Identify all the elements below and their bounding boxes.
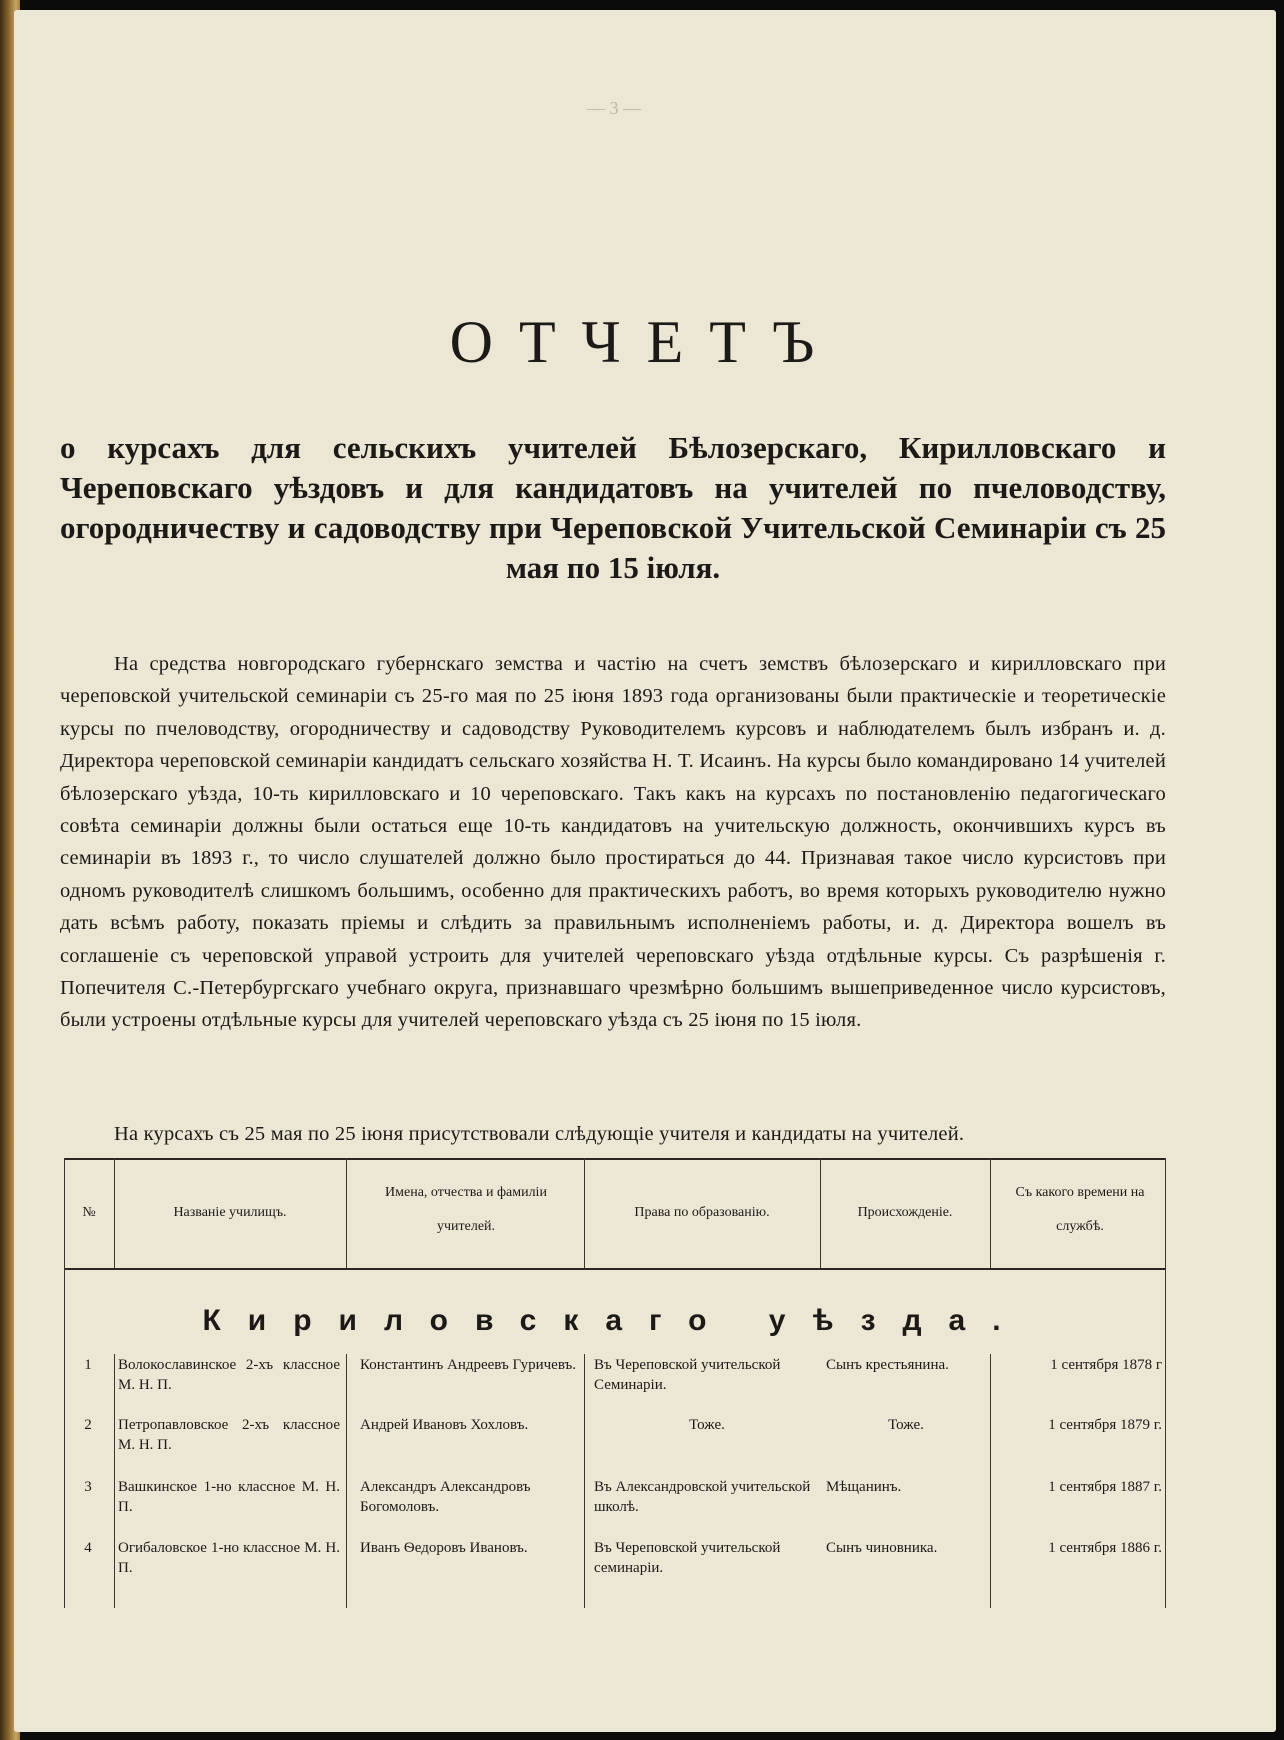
row-3-name: Александръ Александровъ Богомоловъ.: [360, 1479, 531, 1515]
table-header-rule: [64, 1268, 1166, 1270]
col-divider: [114, 1354, 115, 1608]
row-4-origin: Сынъ чиновника.: [826, 1540, 938, 1556]
row-2-education: Тоже.: [689, 1417, 725, 1433]
col-divider: [346, 1354, 347, 1608]
row-2-name: Андрей Ивановъ Хохловъ.: [360, 1417, 529, 1433]
row-2-since: 1 сентября 1879 г.: [1048, 1417, 1162, 1433]
header-school: Названіе училищъ.: [173, 1205, 287, 1220]
header-origin: Происхожденіе.: [857, 1205, 953, 1220]
row-1-school: Волокославинское 2-хъ классное М. Н. П.: [118, 1357, 340, 1393]
col-divider: [346, 1158, 347, 1268]
row-4-since: 1 сентября 1886 г.: [1048, 1540, 1162, 1556]
row-3-since: 1 сентября 1887 г.: [1048, 1479, 1162, 1495]
row-1-origin: Сынъ крестьянина.: [826, 1357, 949, 1373]
teachers-table: [64, 1158, 1166, 1608]
row-1-name: Константинъ Андреевъ Гуричевъ.: [360, 1357, 577, 1373]
row-1-since: 1 сентября 1878 г: [1050, 1357, 1162, 1373]
col-divider: [990, 1158, 991, 1268]
scanned-page: [14, 10, 1276, 1732]
intro-paragraph: На средства новгородскаго губернскаго земства и частію на счетъ земствъ бѣлозерскаго и кирилловскаго при череповской учительской семинаріи съ 25-го мая по 25 іюня 1893 года организованы были практическіе и теоретическіе курсы по пчеловодству, огородничеству и садоводству Руководителемъ курсовъ и наблюдателемъ былъ избранъ и. д. Директора череповской семинаріи кандидатъ сельскаго хозяйства Н. Т. Исаинъ. На курсы было командировано 14 учителей бѣлозерскаго уѣзда, 10-ть кирилловскаго и 10 череповскаго. Такъ какъ на курсахъ по постановленію педагогическаго совѣта семинаріи должны были остаться еще 10-ть кандидатовъ на учительскую должность, окончившихъ курсъ въ семинаріи въ 1893 г., то число слушателей должно было простираться до 44. Признавая такое число курсистовъ при одномъ руководителѣ слишкомъ большимъ, особенно для практическихъ работъ, во время которыхъ руководителю нужно дать всѣмъ работу, показать пріемы и слѣдить за правильнымъ исполненіемъ работы, и. д. Директора вошелъ въ соглашеніе съ череповской управой устроить для учителей череповскаго уѣзда отдѣльные курсы. Съ разрѣшенія г. Попечителя С.-Петербургскаго учебнаго округа, признавшаго чрезмѣрно большимъ вышеприведенное число курсистовъ, были устроены отдѣльные курсы для учителей череповскаго уѣзда съ 25 іюня по 15 іюля.: [60, 653, 1166, 1032]
row-3-school: Вашкинское 1-но классное М. Н. П.: [118, 1479, 340, 1515]
table-intro-paragraph: На курсахъ съ 25 мая по 25 іюня присутствовали слѣдующіе учителя и кандидаты на учителей.: [114, 1123, 965, 1145]
row-4-school: Огибаловское 1-но классное М. Н. П.: [118, 1540, 340, 1576]
col-divider: [990, 1354, 991, 1608]
header-num: №: [82, 1205, 96, 1220]
row-2-origin: Тоже.: [888, 1417, 924, 1433]
page-number: — 3 —: [587, 98, 641, 118]
row-4-education: Въ Череповской учительской семинаріи.: [594, 1540, 781, 1576]
col-divider: [1165, 1158, 1166, 1608]
row-3-num: 3: [84, 1479, 92, 1495]
row-3-education: Въ Александровской учительской школѣ.: [594, 1479, 811, 1515]
document-title: ОТЧЕТЪ: [449, 309, 841, 375]
row-4-name: Иванъ Ѳедоровъ Ивановъ.: [360, 1540, 528, 1556]
col-divider: [584, 1354, 585, 1608]
row-4-num: 4: [84, 1540, 92, 1556]
header-education: Права по образованію.: [634, 1205, 770, 1220]
header-name: Имена, отчества и фамиліи учителей.: [385, 1185, 547, 1234]
row-1-num: 1: [84, 1357, 92, 1373]
document-subtitle: о курсахъ для сельскихъ учителей Бѣлозерскаго, Кирилловскаго и Череповскаго уѣздовъ и для кандидатовъ на учителей по пчеловодству, огородничеству и садоводству при Череповской Учительской Семинаріи съ 25 мая по 15 іюля.: [60, 430, 1166, 585]
row-1-education: Въ Череповской учительской Семинаріи.: [594, 1357, 781, 1393]
row-2-num: 2: [84, 1417, 92, 1433]
row-2-school: Петропавловское 2-хъ классное М. Н. П.: [118, 1417, 340, 1453]
row-3-origin: Мѣщанинъ.: [826, 1479, 902, 1495]
table-top-rule: [64, 1158, 1166, 1160]
header-since: Съ какого времени на службѣ.: [1015, 1185, 1145, 1234]
section-title: Кириловскаго уѣзда.: [202, 1304, 1028, 1337]
